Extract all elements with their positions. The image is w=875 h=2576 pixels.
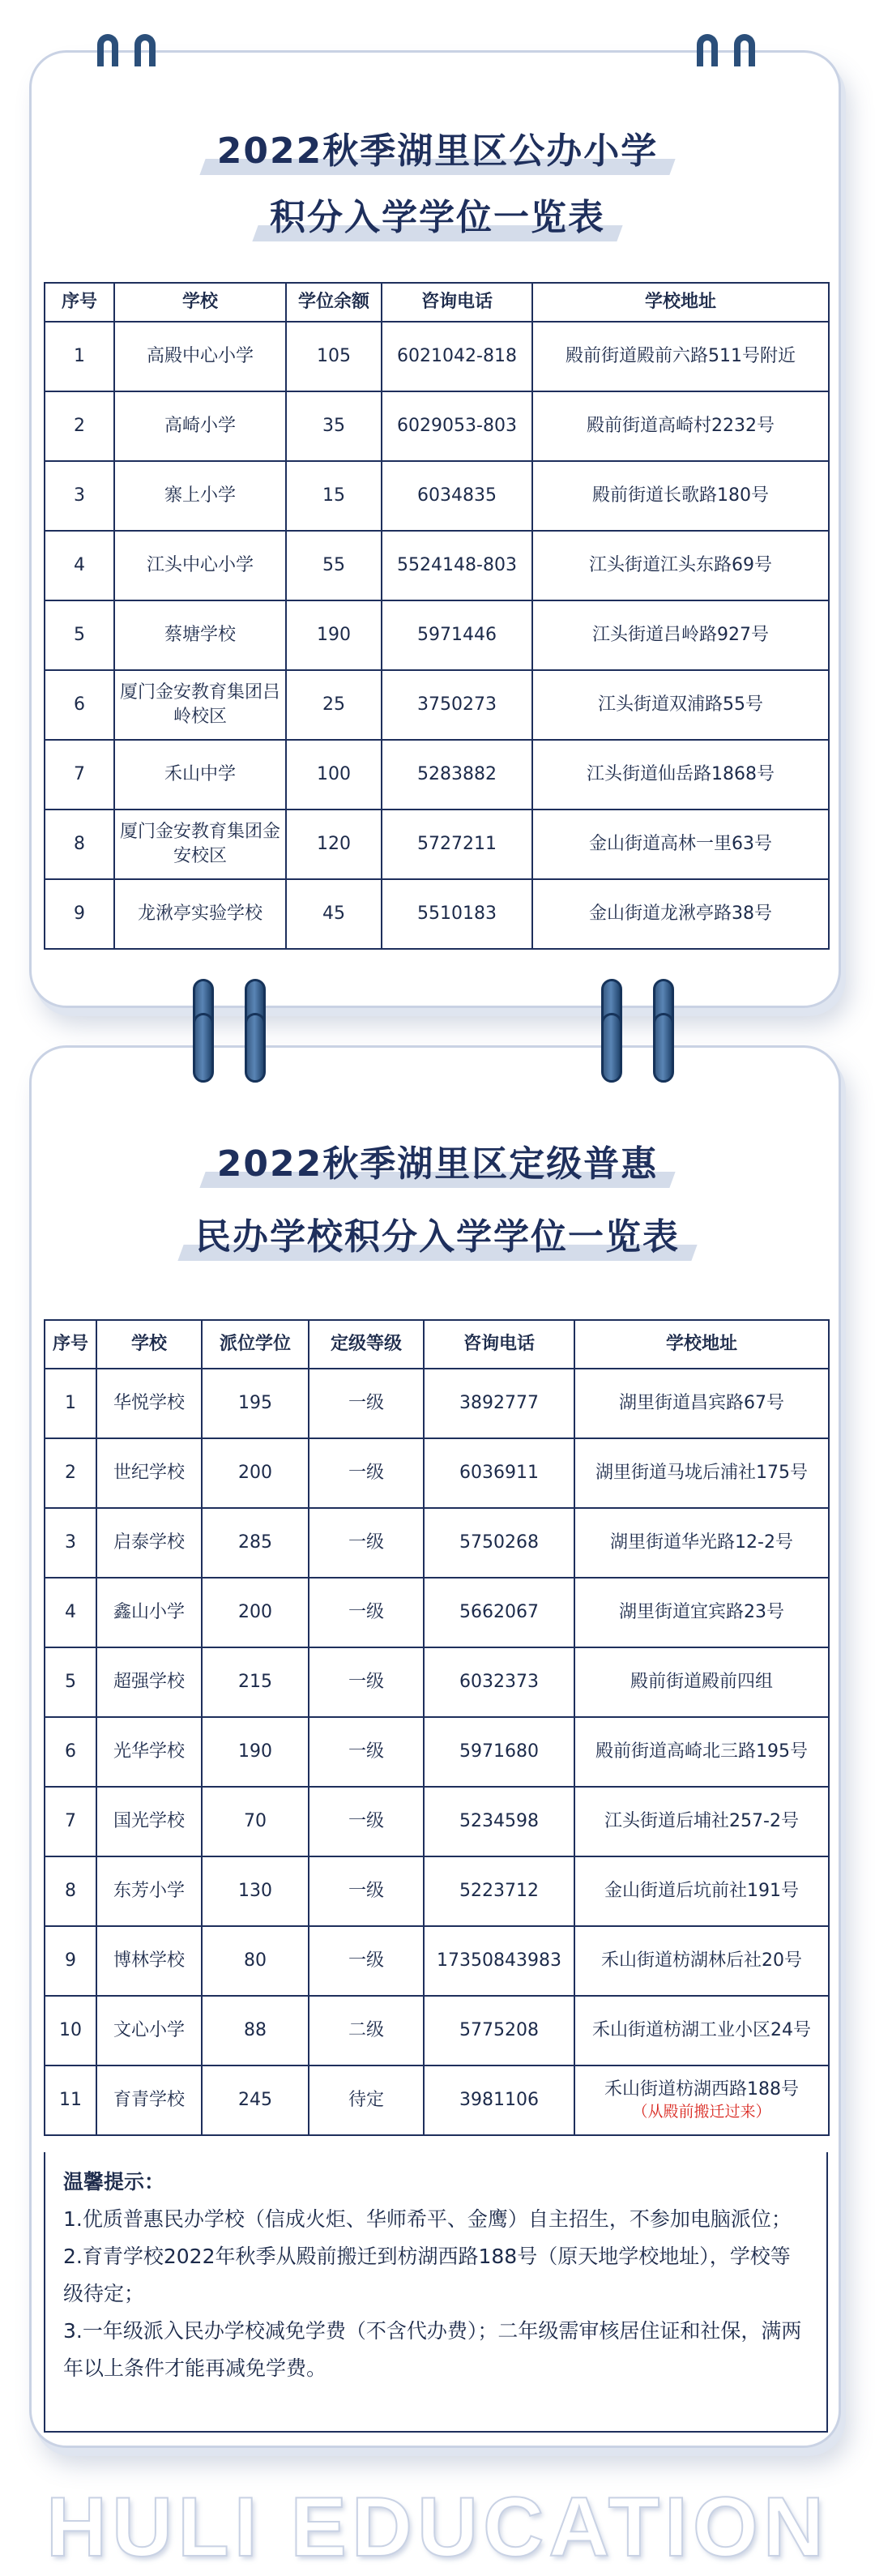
cell-index — [45, 531, 114, 600]
cell-text: 华悦学校 — [113, 1393, 185, 1414]
cell-assigned-seats — [202, 1508, 309, 1578]
cell-text: 殿前街道高崎北三路195号 — [595, 1741, 808, 1762]
cell-text: 江头街道吕岭路927号 — [592, 625, 769, 646]
public-schools-table — [44, 282, 830, 950]
binder-ring-icon — [601, 1013, 622, 1083]
cell-text: 200 — [238, 1602, 272, 1623]
cell-address — [574, 1856, 829, 1926]
cell-school — [96, 1996, 202, 2065]
cell-phone — [382, 879, 532, 949]
cell-text: 6032373 — [459, 1672, 539, 1693]
cell-text: 湖里街道华光路12-2号 — [610, 1532, 793, 1553]
binder-hook-icon — [734, 34, 755, 66]
cell-text: 120 — [317, 834, 351, 855]
cell-index — [45, 1717, 96, 1787]
cell-text: 8 — [65, 1881, 76, 1902]
cell-text: 55 — [322, 555, 345, 576]
cell-text: 5727211 — [417, 834, 497, 855]
cell-grade-level — [309, 1578, 424, 1647]
cell-address — [532, 531, 829, 600]
cell-address — [574, 1996, 829, 2065]
cell-text: 88 — [244, 2020, 267, 2041]
cell-seats — [286, 670, 382, 740]
cell-text: 4 — [65, 1602, 76, 1623]
cell-text: 国光学校 — [113, 1811, 185, 1832]
table-row — [45, 1787, 829, 1856]
cell-text: 5283882 — [417, 764, 497, 785]
cell-grade-level — [309, 1508, 424, 1578]
cell-text: 130 — [238, 1881, 272, 1902]
watermark-text: HULI EDUCATION — [45, 2480, 830, 2574]
col-header-phone: 咨询电话 — [424, 1320, 574, 1369]
cell-assigned-seats — [202, 1438, 309, 1508]
cell-text: 9 — [65, 1950, 76, 1972]
cell-text: 东芳小学 — [113, 1881, 185, 1902]
cell-school — [114, 391, 286, 461]
cell-grade-level — [309, 1369, 424, 1438]
cell-address — [574, 1578, 829, 1647]
cell-address — [574, 2065, 829, 2135]
section2-title-line1: 2022秋季湖里区定级普惠 — [0, 1134, 875, 1186]
cell-address — [574, 1717, 829, 1787]
cell-text: 龙湫亭实验学校 — [137, 904, 262, 925]
cell-school — [114, 461, 286, 531]
binder-hook-icon — [97, 34, 118, 66]
table-row — [45, 670, 829, 740]
cell-phone — [424, 1578, 574, 1647]
cell-text: 禾山街道枋湖工业小区24号 — [592, 2020, 811, 2041]
cell-text: 湖里街道昌宾路67号 — [619, 1393, 784, 1414]
cell-text: 6021042-818 — [397, 346, 517, 367]
cell-index — [45, 322, 114, 391]
table-row — [45, 1438, 829, 1508]
table-row — [45, 879, 829, 949]
cell-text: 3750273 — [417, 694, 497, 716]
cell-text: 一级 — [348, 1463, 384, 1484]
cell-phone — [424, 1508, 574, 1578]
cell-address — [532, 461, 829, 531]
binder-hook-icon — [134, 34, 156, 66]
cell-text: 2 — [65, 1463, 76, 1484]
cell-seats — [286, 740, 382, 810]
cell-school — [96, 1438, 202, 1508]
cell-text: 高殿中心小学 — [146, 346, 254, 367]
cell-text: 禾山街道枋湖林后社20号 — [601, 1950, 802, 1972]
cell-school — [96, 1717, 202, 1787]
cell-grade-level — [309, 1647, 424, 1717]
cell-assigned-seats — [202, 1578, 309, 1647]
cell-text: 5662067 — [459, 1602, 539, 1623]
cell-school — [114, 531, 286, 600]
cell-grade-level — [309, 2065, 424, 2135]
cell-phone — [424, 2065, 574, 2135]
cell-phone — [424, 1717, 574, 1787]
cell-phone — [382, 531, 532, 600]
cell-text: 文心小学 — [113, 2020, 185, 2041]
cell-text: 一级 — [348, 1881, 384, 1902]
cell-index — [45, 461, 114, 531]
col-header-address: 学校地址 — [574, 1320, 829, 1369]
cell-text: 殿前街道长歌路180号 — [592, 485, 769, 506]
col-header-school: 学校 — [96, 1320, 202, 1369]
cell-text: 195 — [238, 1393, 272, 1414]
cell-text: 2 — [74, 416, 85, 437]
table-row — [45, 461, 829, 531]
col-header-school: 学校 — [114, 283, 286, 322]
cell-text: 7 — [65, 1811, 76, 1832]
cell-text: 35 — [322, 416, 345, 437]
cell-text: 3 — [74, 485, 85, 506]
cell-text: 3 — [65, 1532, 76, 1553]
cell-assigned-seats — [202, 1647, 309, 1717]
cell-text: 6 — [74, 694, 85, 716]
cell-phone — [382, 670, 532, 740]
tips-item-3: 3.一年级派入民办学校减免学费（不含代办费）；二年级需审核居住证和社保，满两年以上条件才能再减免学费。 — [63, 2319, 802, 2380]
table-row — [45, 600, 829, 670]
cell-text: 厦门金安教育集团金安校区 — [119, 822, 280, 866]
cell-address — [574, 1508, 829, 1578]
cell-text: 45 — [322, 904, 345, 925]
cell-text: 寨上小学 — [164, 485, 236, 506]
cell-text: 5 — [74, 625, 85, 646]
table-row — [45, 322, 829, 391]
cell-text: 285 — [238, 1532, 272, 1553]
cell-seats — [286, 322, 382, 391]
cell-index — [45, 1508, 96, 1578]
cell-text: 15 — [322, 485, 345, 506]
cell-phone — [424, 1926, 574, 1996]
cell-address — [574, 1647, 829, 1717]
cell-text: 湖里街道马垅后浦社175号 — [595, 1463, 808, 1484]
section2-title-line2: 民办学校积分入学学位一览表 — [0, 1207, 875, 1259]
cell-grade-level — [309, 1438, 424, 1508]
cell-address — [574, 1926, 829, 1996]
cell-phone — [424, 1996, 574, 2065]
cell-seats — [286, 461, 382, 531]
cell-text: 9 — [74, 904, 85, 925]
binder-ring-icon — [245, 1013, 266, 1083]
cell-school — [96, 1787, 202, 1856]
cell-grade-level — [309, 1717, 424, 1787]
cell-text: 一级 — [348, 1602, 384, 1623]
cell-phone — [424, 1856, 574, 1926]
cell-text: 5 — [65, 1672, 76, 1693]
cell-school — [114, 810, 286, 879]
cell-text: 禾山街道枋湖西路188号 — [604, 2079, 799, 2100]
cell-text: 一级 — [348, 1950, 384, 1972]
cell-school — [114, 322, 286, 391]
cell-text: 育青学校 — [113, 2090, 185, 2111]
cell-phone — [424, 1438, 574, 1508]
cell-text: 5750268 — [459, 1532, 539, 1553]
cell-text: 金山街道龙湫亭路38号 — [589, 904, 772, 925]
cell-assigned-seats — [202, 2065, 309, 2135]
col-header-phone: 咨询电话 — [382, 283, 532, 322]
cell-text: 一级 — [348, 1532, 384, 1553]
tips-title: 温馨提示： — [63, 2170, 165, 2194]
cell-grade-level — [309, 1996, 424, 2065]
col-header-address: 学校地址 — [532, 283, 829, 322]
table-row — [45, 1369, 829, 1438]
cell-text: 105 — [317, 346, 351, 367]
cell-text: 5971446 — [417, 625, 497, 646]
cell-school — [114, 600, 286, 670]
cell-address — [532, 391, 829, 461]
col-header-assigned-seats: 派位学位 — [202, 1320, 309, 1369]
cell-phone — [382, 740, 532, 810]
table-row — [45, 740, 829, 810]
table-row — [45, 1578, 829, 1647]
cell-grade-level — [309, 1787, 424, 1856]
cell-address — [574, 1369, 829, 1438]
binder-hook-icon — [697, 34, 718, 66]
cell-text: 8 — [74, 834, 85, 855]
cell-index — [45, 1369, 96, 1438]
section1-title-line1: 2022秋季湖里区公办小学 — [0, 122, 875, 173]
cell-text: 5971680 — [459, 1741, 539, 1762]
cell-text: 5510183 — [417, 904, 497, 925]
cell-seats — [286, 600, 382, 670]
cell-school — [114, 670, 286, 740]
cell-text: 6 — [65, 1741, 76, 1762]
cell-text: 6034835 — [417, 485, 497, 506]
cell-text: 殿前街道高崎村2232号 — [587, 416, 775, 437]
cell-grade-level — [309, 1856, 424, 1926]
cell-text: 殿前街道殿前四组 — [630, 1672, 773, 1693]
cell-school — [96, 1647, 202, 1717]
section1-title-line2: 积分入学学位一览表 — [0, 188, 875, 240]
cell-text: 17350843983 — [437, 1950, 561, 1972]
table-row — [45, 1647, 829, 1717]
cell-text: 70 — [244, 1811, 267, 1832]
cell-text: 190 — [238, 1741, 272, 1762]
cell-text: 金山街道后坑前社191号 — [604, 1881, 799, 1902]
cell-phone — [382, 600, 532, 670]
cell-text: 4 — [74, 555, 85, 576]
col-header-grade-level: 定级等级 — [309, 1320, 424, 1369]
cell-assigned-seats — [202, 1926, 309, 1996]
binder-ring-icon — [653, 1013, 674, 1083]
cell-text: 高崎小学 — [164, 416, 236, 437]
tips-item-1: 1.优质普惠民办学校（信成火炬、华师希平、金鹰）自主招生，不参加电脑派位； — [63, 2207, 792, 2231]
cell-index — [45, 600, 114, 670]
table-header-row — [45, 283, 829, 322]
cell-text: 鑫山小学 — [113, 1602, 185, 1623]
cell-text: 博林学校 — [113, 1950, 185, 1972]
cell-assigned-seats — [202, 1996, 309, 2065]
cell-text: 光华学校 — [113, 1741, 185, 1762]
cell-text: 一级 — [348, 1741, 384, 1762]
cell-index — [45, 1856, 96, 1926]
cell-text: 厦门金安教育集团吕岭校区 — [119, 682, 280, 727]
cell-text: 殿前街道殿前六路511号附近 — [566, 346, 796, 367]
cell-text: 215 — [238, 1672, 272, 1693]
col-header-index: 序号 — [45, 283, 114, 322]
tips-item-2: 2.育青学校2022年秋季从殿前搬迁到枋湖西路188号（原天地学校地址），学校等级待定； — [63, 2245, 791, 2305]
cell-index — [45, 391, 114, 461]
table-row — [45, 1856, 829, 1926]
cell-school — [96, 1926, 202, 1996]
cell-text: 超强学校 — [113, 1672, 185, 1693]
cell-address — [532, 670, 829, 740]
cell-address — [532, 810, 829, 879]
cell-text: 200 — [238, 1463, 272, 1484]
cell-address — [532, 879, 829, 949]
cell-text: 5234598 — [459, 1811, 539, 1832]
cell-text: 蔡塘学校 — [164, 625, 236, 646]
cell-address — [574, 1438, 829, 1508]
cell-index — [45, 1647, 96, 1717]
cell-text: 启泰学校 — [113, 1532, 185, 1553]
cell-address — [532, 600, 829, 670]
cell-address — [532, 322, 829, 391]
col-header-index: 序号 — [45, 1320, 96, 1369]
cell-school — [96, 1856, 202, 1926]
cell-index — [45, 1926, 96, 1996]
binder-ring-icon — [193, 1013, 214, 1083]
cell-text: 1 — [65, 1393, 76, 1414]
cell-school — [96, 1578, 202, 1647]
cell-assigned-seats — [202, 1369, 309, 1438]
cell-text: 245 — [238, 2090, 272, 2111]
cell-text: 世纪学校 — [113, 1463, 185, 1484]
cell-text: 湖里街道宜宾路23号 — [619, 1602, 784, 1623]
cell-phone — [382, 391, 532, 461]
cell-text: 7 — [74, 764, 85, 785]
cell-assigned-seats — [202, 1717, 309, 1787]
table-row — [45, 391, 829, 461]
cell-text: 待定 — [348, 2090, 384, 2111]
cell-text: 5524148-803 — [397, 555, 517, 576]
table-row — [45, 1926, 829, 1996]
cell-school — [96, 2065, 202, 2135]
cell-text: 一级 — [348, 1811, 384, 1832]
cell-text: 190 — [317, 625, 351, 646]
table-row — [45, 531, 829, 600]
cell-seats — [286, 879, 382, 949]
cell-grade-level — [309, 1926, 424, 1996]
cell-index — [45, 810, 114, 879]
cell-school — [114, 740, 286, 810]
cell-text: 11 — [59, 2090, 82, 2111]
cell-text: 5223712 — [459, 1881, 539, 1902]
cell-text: 江头街道双浦路55号 — [598, 694, 763, 716]
cell-phone — [382, 461, 532, 531]
cell-index — [45, 1996, 96, 2065]
cell-text: 江头街道江头东路69号 — [589, 555, 772, 576]
cell-index — [45, 670, 114, 740]
cell-text: 6029053-803 — [397, 416, 517, 437]
cell-school — [114, 879, 286, 949]
cell-text: 江头街道仙岳路1868号 — [587, 764, 775, 785]
private-schools-table — [44, 1319, 830, 2136]
cell-text: 3892777 — [459, 1393, 539, 1414]
table-header-row — [45, 1320, 829, 1369]
table-row — [45, 1996, 829, 2065]
cell-text: 江头中心小学 — [146, 555, 254, 576]
cell-index — [45, 740, 114, 810]
cell-school — [96, 1369, 202, 1438]
cell-text: 1 — [74, 346, 85, 367]
cell-text: 二级 — [348, 2020, 384, 2041]
cell-text: 江头街道后埔社257-2号 — [604, 1811, 799, 1832]
cell-text: 25 — [322, 694, 345, 716]
cell-index — [45, 1438, 96, 1508]
table-row — [45, 810, 829, 879]
cell-address — [532, 740, 829, 810]
cell-assigned-seats — [202, 1856, 309, 1926]
cell-assigned-seats — [202, 1787, 309, 1856]
cell-text: 金山街道高林一里63号 — [589, 834, 772, 855]
cell-phone — [424, 1787, 574, 1856]
tips-box — [44, 2152, 828, 2433]
cell-phone — [382, 322, 532, 391]
cell-phone — [424, 1369, 574, 1438]
col-header-seats: 学位余额 — [286, 283, 382, 322]
cell-school — [96, 1508, 202, 1578]
table-row — [45, 2065, 829, 2135]
cell-text: 一级 — [348, 1672, 384, 1693]
table-row — [45, 1717, 829, 1787]
cell-text: 100 — [317, 764, 351, 785]
cell-phone — [424, 1647, 574, 1717]
cell-seats — [286, 810, 382, 879]
cell-phone — [382, 810, 532, 879]
table-row — [45, 1508, 829, 1578]
cell-text: 5775208 — [459, 2020, 539, 2041]
cell-index — [45, 2065, 96, 2135]
cell-index — [45, 879, 114, 949]
cell-text: 6036911 — [459, 1463, 539, 1484]
relocation-note: （从殿前搬迁过来） — [632, 2103, 771, 2121]
cell-text: 一级 — [348, 1393, 384, 1414]
cell-seats — [286, 391, 382, 461]
cell-text: 禾山中学 — [164, 764, 236, 785]
cell-text: 10 — [59, 2020, 82, 2041]
cell-address — [574, 1787, 829, 1856]
cell-text: 3981106 — [459, 2090, 539, 2111]
cell-text: 80 — [244, 1950, 267, 1972]
cell-index — [45, 1787, 96, 1856]
cell-index — [45, 1578, 96, 1647]
cell-seats — [286, 531, 382, 600]
